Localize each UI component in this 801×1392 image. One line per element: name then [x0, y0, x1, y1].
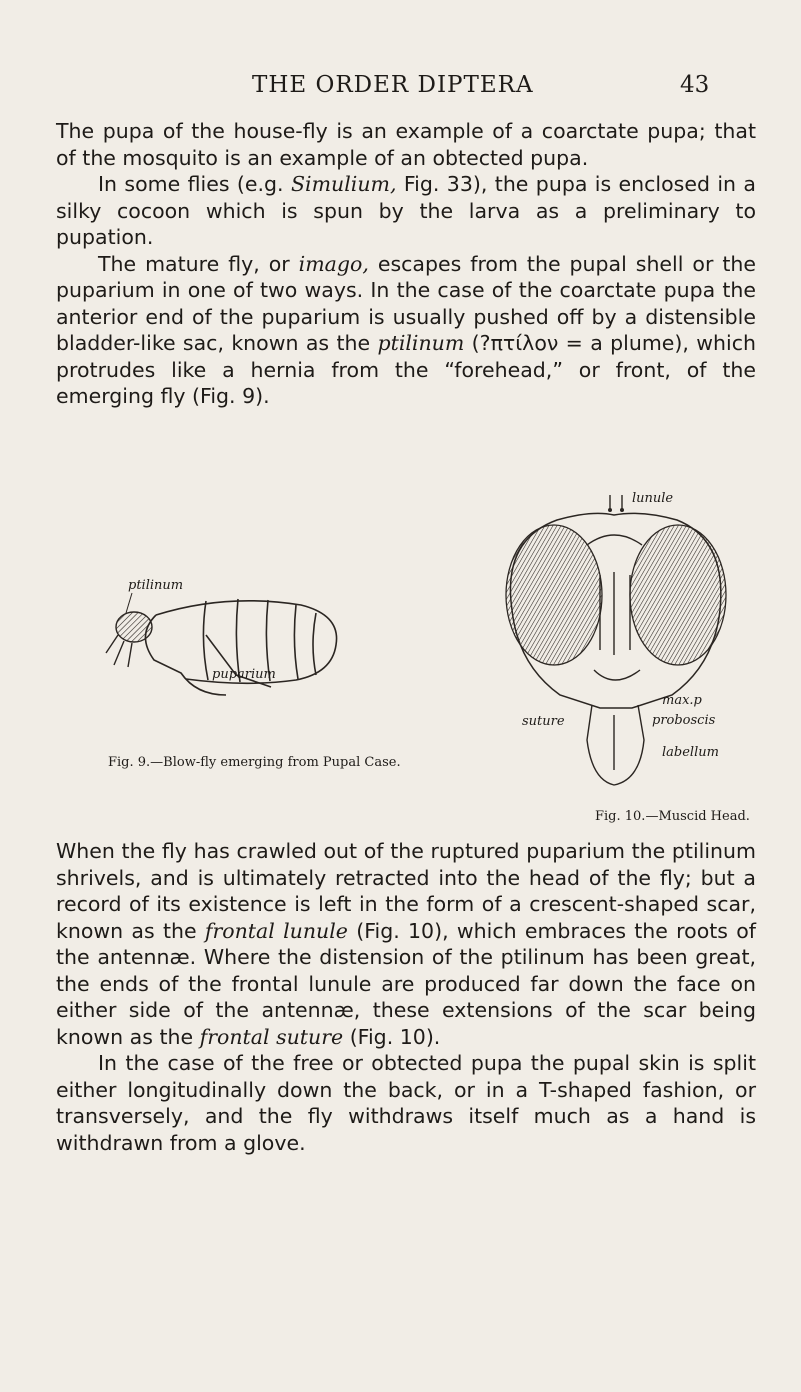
figure-10-illustration: [482, 480, 747, 795]
figure-10-caption: Fig. 10.—Muscid Head.: [595, 809, 750, 824]
label-max-p: max.p: [662, 693, 702, 708]
label-ptilinum: ptilinum: [128, 578, 184, 593]
figures-area: [0, 480, 801, 830]
paragraph: The pupa of the house-fly is an example of a coarctate pupa; that of the mosquito is an example of an obtected pupa.: [56, 119, 756, 170]
label-suture: suture: [522, 714, 565, 729]
label-proboscis: proboscis: [652, 713, 716, 728]
figure-9-caption: Fig. 9.—Blow-fly emerging from Pupal Case.: [108, 755, 401, 770]
label-puparium: puparium: [212, 667, 276, 682]
running-title: THE ORDER DIPTERA: [252, 72, 534, 98]
paragraph: When the fly has crawled out of the ruptured puparium the ptilinum shrivels, and is ultimately retracted into the head of the fly; but a record of its existence is left in the form of a crescent-shaped scar, known as the frontal lunule (Fig. 10), which embraces the roots of the antennæ. Where the distension of the ptilinum has been great, the ends of the frontal lunule are produced far down the face on either side of the antennæ, these extensions of the scar being known as the frontal suture (Fig. 10).: [56, 839, 756, 1049]
figure-9-illustration: [96, 575, 346, 710]
paragraph: The mature fly, or imago, escapes from the pupal shell or the puparium in one of two ways. In the case of the coarctate pupa the anterior end of the puparium is usually pushed off by a distensible bladder-like sac, known as the ptilinum (?πτίλον = a plume), which protrudes like a hernia from the “forehead,” or front, of the emerging fly (Fig. 9).: [56, 251, 756, 408]
label-lunule: lunule: [632, 491, 674, 506]
paragraph: In the case of the free or obtected pupa the pupal skin is split either longitudinally down the back, or in a T-shaped fashion, or transversely, and the fly withdraws itself much as a hand is withdrawn from a glove.: [56, 1051, 756, 1155]
text-block-bottom: [56, 838, 756, 1156]
text-block-top: [56, 118, 756, 410]
label-labellum: labellum: [662, 745, 719, 760]
paragraph: In some flies (e.g. Simulium, Fig. 33), the pupa is enclosed in a silky cocoon which is spun by the larva as a preliminary to pupation.: [56, 172, 756, 249]
page-header: [0, 72, 801, 112]
page-number: 43: [680, 72, 710, 98]
